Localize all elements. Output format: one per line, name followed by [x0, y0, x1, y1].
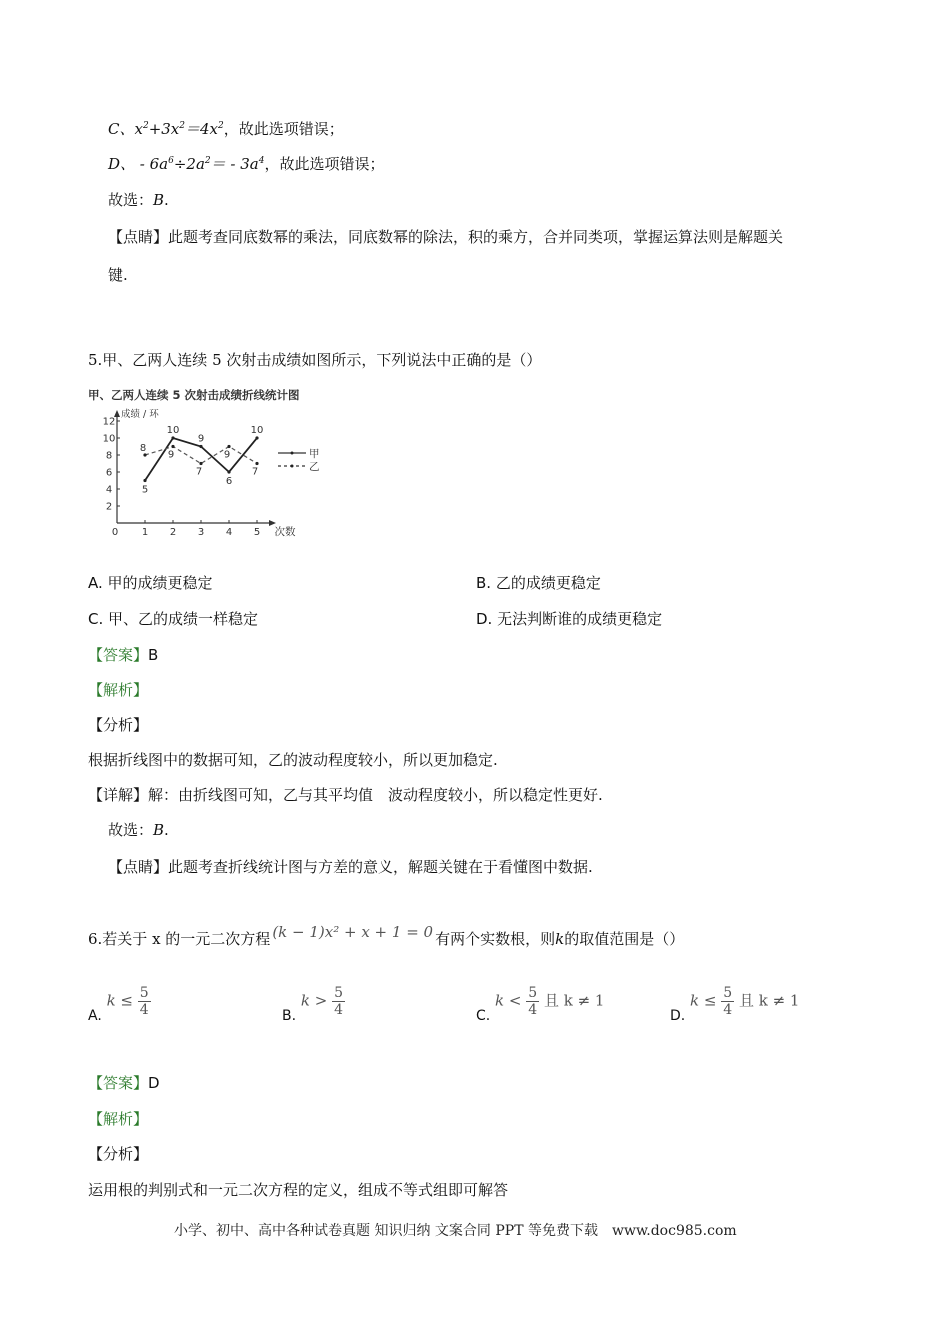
q6-option-lhs: k > — [300, 991, 328, 1010]
q5-stem: 5.甲、乙两人连续 5 次射击成绩如图所示，下列说法中正确的是（） — [88, 351, 542, 369]
q6-option-lhs: k ≤ — [106, 991, 133, 1010]
x-tick-label: 4 — [225, 527, 233, 538]
d-tail: ，故此选项错误； — [264, 155, 385, 173]
q5-analysis: 根据折线图中的数据可知，乙的波动程度较小，所以更加稳定. — [88, 751, 498, 769]
data-point — [227, 470, 230, 473]
q5-option-b[interactable]: B. 乙的成绩更稳定 — [476, 574, 601, 592]
y-tick-label: 2 — [105, 501, 113, 513]
page-footer: 小学、初中、高中各种试卷真题 知识归纳 文案合同 PPT 等免费下载 www.doc985.com — [174, 1223, 737, 1239]
fraction-denominator: 4 — [139, 1002, 149, 1018]
d-formula: - $6a^6\div 2a^2= - 3a^4$ — [135, 155, 265, 173]
data-point — [199, 462, 202, 465]
q6-stem-prefix: 6.若关于 x 的一元二次方程 — [88, 930, 271, 948]
legend-marker — [291, 452, 294, 455]
option-d-line — [108, 153, 385, 174]
q5-option-d[interactable]: D. 无法判断谁的成绩更稳定 — [476, 610, 663, 628]
choose-label: 故选： — [108, 191, 154, 209]
data-label: 9 — [223, 449, 231, 461]
q5-fenxi: 【分析】 — [88, 716, 149, 734]
q5-dianjing: 【点睛】此题考查折线统计图与方差的意义，解题关键在于看懂图中数据. — [108, 858, 593, 876]
data-point — [227, 445, 230, 448]
choose-value: B — [153, 191, 165, 209]
q5-jiexi: 【解析】 — [88, 681, 149, 699]
q6-fenxi: 【分析】 — [88, 1145, 149, 1163]
q5-choose — [108, 819, 169, 840]
q6-answer-label: 【答案】 — [88, 1074, 149, 1092]
q5-answer-value: B — [148, 646, 159, 664]
q6-option-fraction — [526, 985, 539, 1018]
q6-option-letter: C. — [476, 1007, 491, 1024]
fraction-numerator: 5 — [528, 985, 538, 1001]
q6-stem-suffix: 有两个实数根，则 — [435, 930, 556, 948]
q6-answer-value: D — [148, 1074, 160, 1092]
x-tick-label: 0 — [111, 527, 119, 538]
y-tick-label: 12 — [102, 416, 116, 428]
chart-title: 甲、乙两人连续 5 次射击成绩折线统计图 — [88, 388, 300, 402]
q5-detail: 【详解】解：由折线图可知，乙与其平均值 波动程度较小，所以稳定性更好. — [88, 786, 603, 804]
q6-answer — [88, 1072, 160, 1093]
data-point — [255, 462, 258, 465]
q6-option-tail: 且 k ≠ 1 — [738, 991, 800, 1010]
q5-choose-value: B — [153, 821, 165, 839]
q6-option-lhs: k ≤ — [690, 991, 717, 1010]
data-point — [255, 436, 258, 439]
q6-option-fraction — [138, 985, 151, 1018]
choose-end: . — [164, 191, 169, 209]
fraction-numerator: 5 — [723, 985, 733, 1001]
q5-choose-label: 故选： — [108, 821, 154, 839]
legend-label: 乙 — [309, 461, 320, 473]
x-tick-label: 1 — [141, 527, 149, 538]
q5-choose-end: . — [164, 821, 169, 839]
fraction-denominator: 4 — [528, 1002, 538, 1018]
data-label: 8 — [139, 443, 147, 454]
q5-answer-label: 【答案】 — [88, 646, 149, 664]
q6-option-c[interactable] — [476, 985, 605, 1024]
q5-option-c[interactable]: C. 甲、乙的成绩一样稳定 — [88, 610, 259, 628]
q6-stem — [88, 923, 685, 949]
q6-option-letter: A. — [88, 1007, 102, 1024]
q6-option-fraction — [332, 985, 345, 1018]
option-c-line — [108, 118, 344, 139]
d-prefix: D、 — [108, 155, 136, 173]
fraction-denominator: 4 — [334, 1002, 343, 1018]
q6-equation: (k − 1)x² + x + 1 = 0 — [272, 923, 434, 941]
y-axis-label: 成绩 / 环 — [121, 409, 159, 420]
q6-option-tail: 且 k ≠ 1 — [543, 991, 605, 1010]
fraction-numerator: 5 — [334, 985, 343, 1001]
x-tick-label: 5 — [253, 527, 261, 538]
q5-option-a[interactable]: A. 甲的成绩更稳定 — [88, 574, 213, 592]
q5-answer — [88, 644, 158, 665]
q6-option-letter: B. — [282, 1007, 297, 1024]
q6-option-a[interactable] — [88, 985, 151, 1024]
data-label: 5 — [141, 484, 149, 496]
data-label: 10 — [250, 425, 264, 436]
line-chart — [86, 383, 346, 543]
q6-option-d[interactable] — [670, 985, 800, 1024]
legend-marker — [291, 465, 294, 468]
data-label: 9 — [167, 449, 175, 461]
q6-jiexi: 【解析】 — [88, 1110, 149, 1128]
data-point — [143, 479, 146, 482]
q6-stem-end: 的取值范围是（） — [564, 930, 685, 948]
data-label: 6 — [225, 476, 233, 487]
q6-option-lhs: k < — [495, 991, 522, 1010]
data-label: 7 — [195, 466, 203, 478]
dianjing-1-cont: 键. — [108, 266, 128, 284]
data-label: 7 — [251, 466, 259, 478]
data-point — [171, 436, 174, 439]
fraction-numerator: 5 — [139, 985, 149, 1001]
q6-option-letter: D. — [670, 1007, 686, 1024]
q6-analysis: 运用根的判别式和一元二次方程的定义，组成不等式组即可解答 — [88, 1181, 509, 1199]
legend-label: 甲 — [309, 448, 320, 460]
c-formula: $x^2+3x^2=4x^2$ — [134, 120, 224, 138]
data-point — [199, 445, 202, 448]
y-tick-label: 10 — [102, 433, 116, 445]
q6-stem-var: k — [555, 930, 565, 948]
x-tick-label: 3 — [197, 527, 205, 538]
q6-option-b[interactable] — [282, 985, 345, 1024]
q6-option-fraction — [721, 985, 734, 1018]
c-tail: ，故此选项错误； — [223, 120, 344, 138]
x-tick-label: 2 — [169, 527, 177, 538]
c-prefix: C、 — [108, 120, 135, 138]
data-label: 9 — [197, 433, 205, 445]
dianjing-1: 【点睛】此题考查同底数幂的乘法，同底数幂的除法，积的乘方，合并同类项，掌握运算法则是解题关 — [108, 228, 784, 246]
data-label: 10 — [166, 425, 180, 436]
y-tick-label: 6 — [105, 467, 113, 479]
fraction-denominator: 4 — [723, 1002, 733, 1018]
x-axis-label: 次数 — [274, 526, 296, 538]
y-tick-label: 4 — [105, 484, 113, 496]
choose-line-1 — [108, 189, 169, 210]
y-tick-label: 8 — [105, 450, 113, 462]
data-point — [171, 445, 174, 448]
